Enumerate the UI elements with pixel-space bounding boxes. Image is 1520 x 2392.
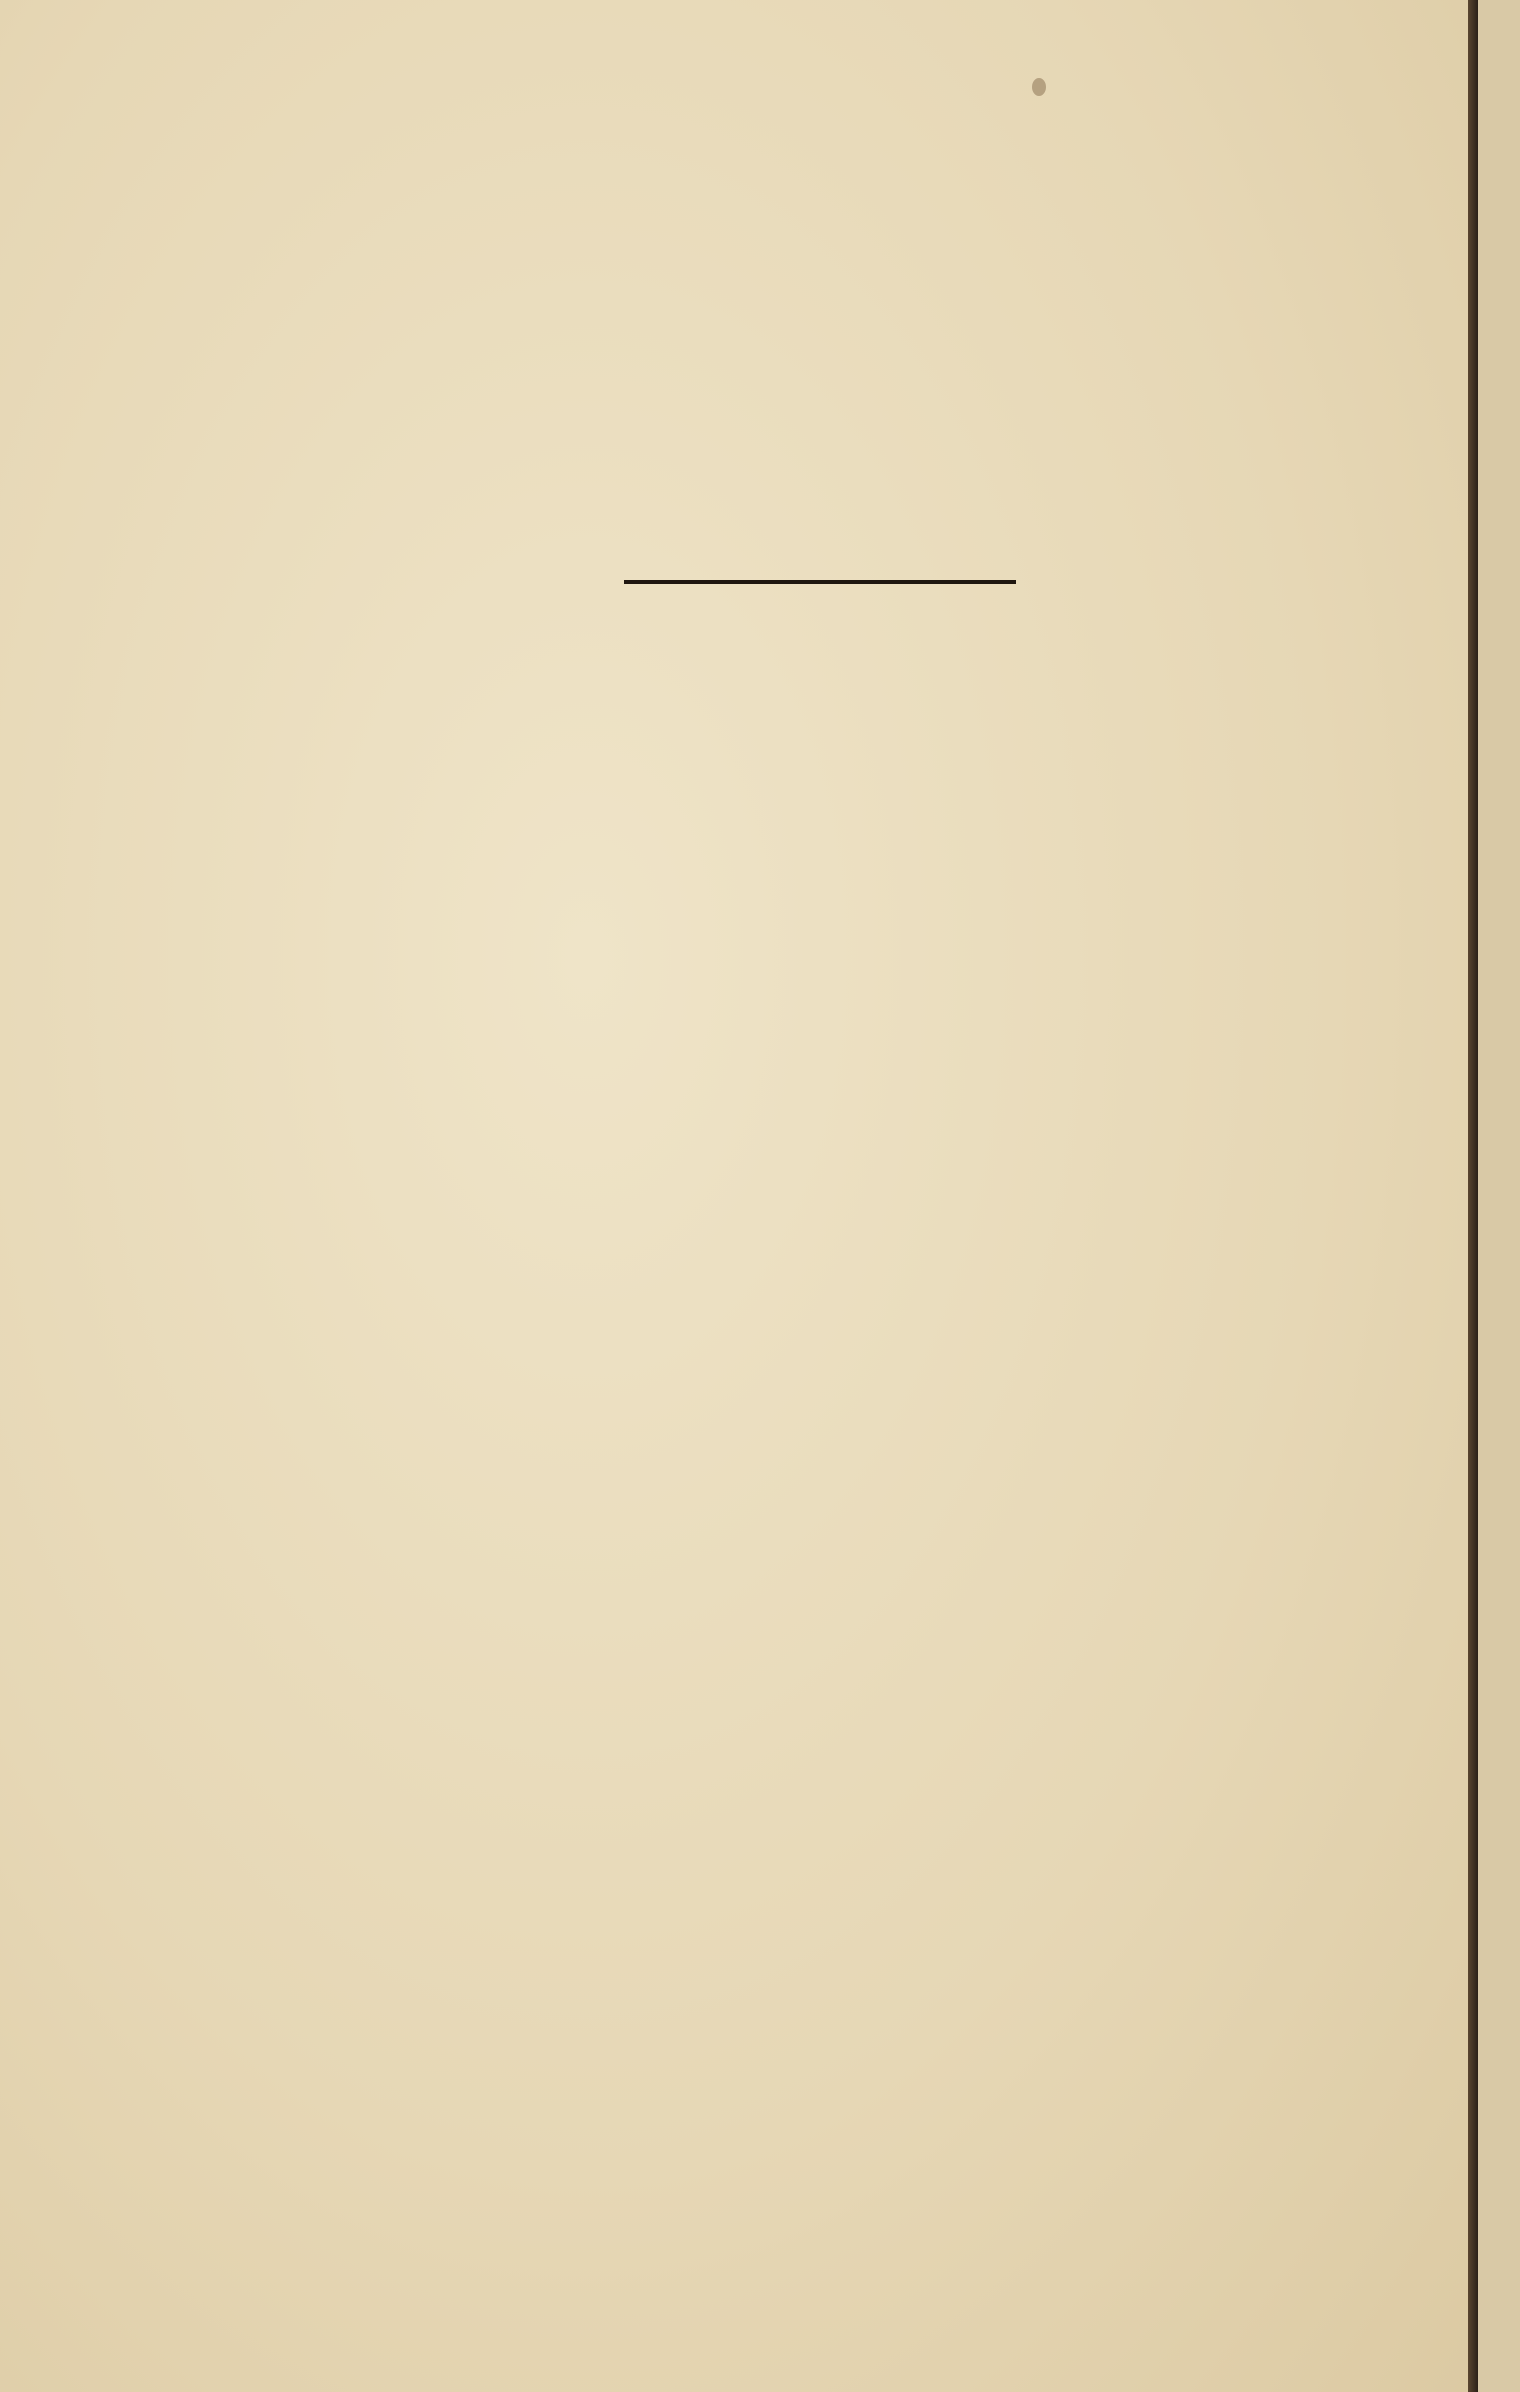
book-gutter	[1468, 0, 1478, 2392]
adjacent-page-edge	[1478, 0, 1520, 2392]
section-divider	[624, 580, 1016, 584]
ink-smudge	[1032, 78, 1046, 96]
